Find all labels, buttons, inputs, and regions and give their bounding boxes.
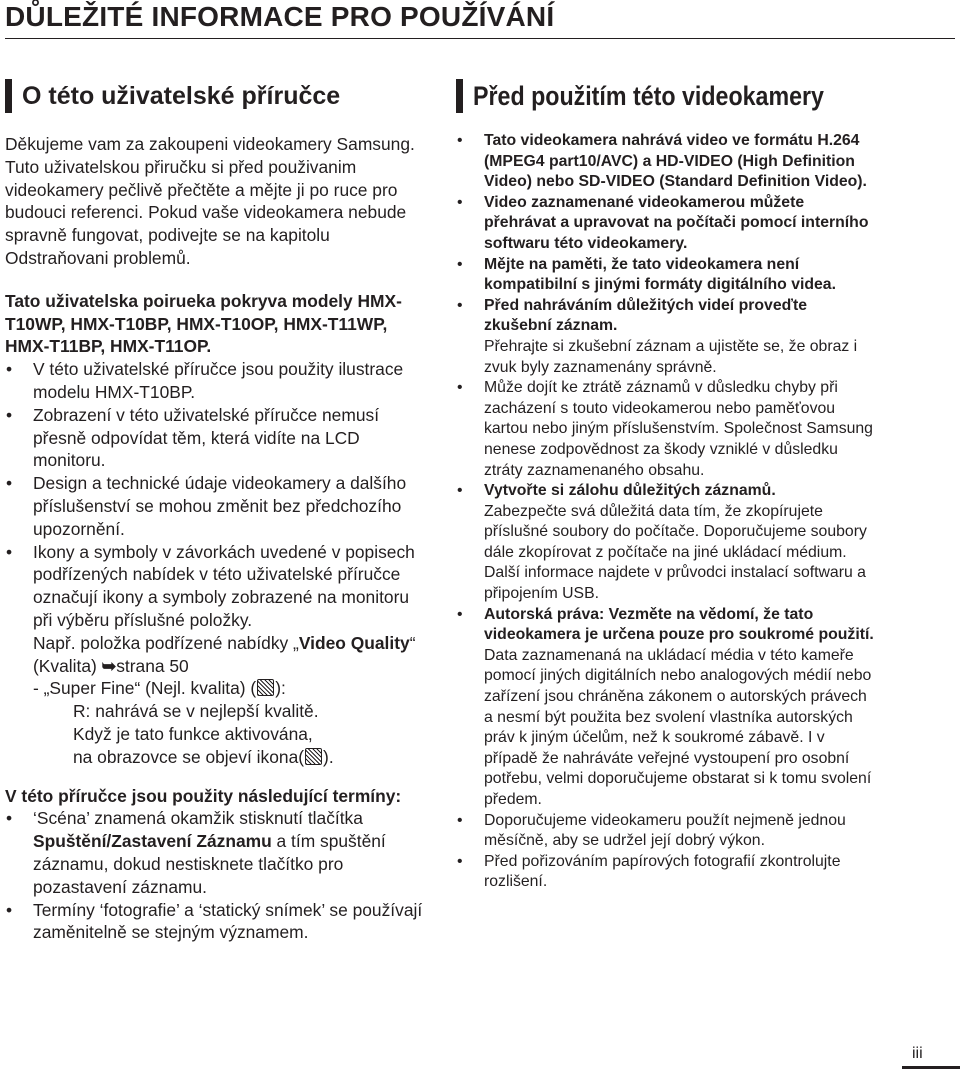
heading-bar <box>5 79 12 113</box>
item-bold: Před nahráváním důležitých videí proveďte zkušební záznam. <box>484 296 808 335</box>
list-item <box>5 807 430 898</box>
example-line-4: Když je tato funkce aktivována, <box>73 723 313 744</box>
example-item-suffix: “ (Kvalita) <box>33 632 416 676</box>
item-text: Zabezpečte svá důležitá data tím, že zkopírujete příslušné soubory do počítače. Doporučujeme soubory dále zkopírovat z počítače na jiné ukládací médium. Další informace najdete v průvodci instalací softwaru a připojením USB. <box>484 502 867 603</box>
item-bold: Autorská práva: Vezměte na vědomí, že tato videokamera je určena pouze pro soukromé použití. <box>484 605 874 644</box>
item-text: Data zaznamenaná na ukládací média v této kameře pomocí jiných digitálních nebo analogových médií nebo zařízení jsou chráněna zákonem o autorských právech a nesmí být použita bez svolení vlastníka autorských práv k jiným účelům, než k soukromé zábavě. I v případě že nahráváte veřejné vystoupení pro osobní potřebu, velmi doporučujeme obstarat si k tomu svolení předem. <box>484 646 872 808</box>
section-heading-about-manual <box>5 77 430 115</box>
before-use-list <box>456 131 876 893</box>
term-text: ‘Scéna’ znamená okamžik stisknutí tlačítka <box>33 808 363 829</box>
item-text: Před pořizováním papírových fotografií zkontrolujte rozlišení. <box>484 852 841 891</box>
example-line-2a: - „Super Fine“ (Nejl. kvalita) ( <box>33 678 257 699</box>
term-text: Termíny ‘fotografie’ a ‘statický snímek’ se používají zaměnitelně se stejným významem. <box>33 899 423 943</box>
heading-bar <box>456 79 463 113</box>
item-text: Může dojít ke ztrátě záznamů v důsledku chyby při zacházení s touto videokamerou nebo paměťovou kartou nebo jiným příslušenstvím. Společnost Samsung nenese zodpovědnost za škody vzniklé v důsledku ztráty zaznamenaného obsahu. <box>484 379 873 479</box>
page-number: iii <box>912 1045 923 1062</box>
list-item <box>5 899 430 945</box>
item-text: Přehrajte si zkušební záznam a ujistěte se, že obraz i zvuk byly zaznamenány správně. <box>484 337 858 376</box>
list-item <box>456 131 876 193</box>
page-number-rule <box>902 1066 960 1069</box>
section-heading-before-use <box>456 77 876 115</box>
list-item <box>456 481 876 605</box>
list-item: • V této uživatelské příručce jsou použity ilustrace modelu HMX-T10BP. <box>5 358 430 404</box>
list-item <box>456 811 876 852</box>
page-ref-arrow-icon: ➥ <box>101 655 117 676</box>
example-prefix: Např. položka podřízené nabídky „ <box>33 632 299 653</box>
section-heading-text: O této uživatelské příručce <box>22 81 341 110</box>
list-item <box>456 852 876 893</box>
list-item <box>456 296 876 378</box>
list-item <box>456 378 876 481</box>
item-bold: Mějte na paměti, že tato videokamera není kompatibilní s jinými formáty digitálního videa. <box>484 255 836 294</box>
list-item: • Ikony a symboly v závorkách uvedené v popisech podřízených nabídek v této uživatelské příručce označují ikony a symboly zobrazené na monitoru při výběru příslušné položky. <box>5 541 430 632</box>
left-column <box>5 77 430 944</box>
terms-list <box>5 807 430 944</box>
item-bold: Video zaznamenané videokamerou můžete přehrávat a upravovat na počítači pomocí interního softwaru této videokamery. <box>484 193 869 252</box>
list-item <box>456 255 876 296</box>
list-item <box>456 605 876 811</box>
list-item <box>456 193 876 255</box>
example-line-1 <box>33 632 430 678</box>
term-text: a tím spuštění záznamu, dokud nestisknete tlačítko pro pozastavení záznamu. <box>33 831 386 897</box>
page-title: DŮLEŽITÉ INFORMACE PRO POUŽÍVÁNÍ <box>5 1 555 32</box>
example-line-2 <box>33 677 430 700</box>
intro-paragraph: Děkujeme vam za zakoupeni videokamery Samsung. Tuto uživatelskou přiručku si před použivanim videokamery pečlivě přečtěte a mějte ji po ruce pro budouci referenci. Pokud vaše videokamera nebude spravně fungovat, podivejte se na kapitolu Odstraňovani problemů. <box>5 134 415 268</box>
item-bold: Tato videokamera nahrává video ve formátu H.264 (MPEG4 part10/AVC) a HD-VIDEO (High Definition Video) nebo SD-VIDEO (Standard Definition Video). <box>484 132 867 191</box>
section-heading-text: Před použitím této videokamery <box>473 80 824 111</box>
list-item: • Design a technické údaje videokamery a dalšího příslušenství se mohou změnit bez předchozího upozornění. <box>5 472 430 540</box>
super-fine-quality-icon <box>257 679 274 696</box>
example-line-5a: na obrazovce se objeví ikona( <box>73 746 305 767</box>
example-line-3: R: nahrává se v nejlepší kvalitě. <box>73 701 319 722</box>
terms-heading: V této příručce jsou použity následující termíny: <box>5 785 402 806</box>
super-fine-quality-icon <box>305 748 322 765</box>
right-column <box>456 77 876 893</box>
item-text: Doporučujeme videokameru použít nejmeně jednou měsíčně, aby se udržel její dobrý výkon. <box>484 811 846 850</box>
example-item: Video Quality <box>298 632 410 653</box>
models-paragraph: Tato uživatelska poirueka pokryva modely HMX-T10WP, HMX-T10BP, HMX-T10OP, HMX-T11WP, HMX-T11BP, HMX-T11OP. <box>5 290 402 357</box>
example-line-5 <box>33 746 430 769</box>
manual-notes-list <box>5 358 430 632</box>
item-bold: Vytvořte si zálohu důležitých záznamů. <box>484 482 776 500</box>
title-rule <box>5 38 955 39</box>
example-line-2b: ): <box>275 678 286 699</box>
example-page-ref: strana 50 <box>116 655 189 676</box>
example-line-5b: ). <box>323 746 334 767</box>
example-block <box>5 632 430 769</box>
record-button-name: Spuštění/Zastavení Záznamu <box>33 831 272 852</box>
list-item: • Zobrazení v této uživatelské příručce nemusí přesně odpovídat těm, která vidíte na LCD monitoru. <box>5 404 430 472</box>
